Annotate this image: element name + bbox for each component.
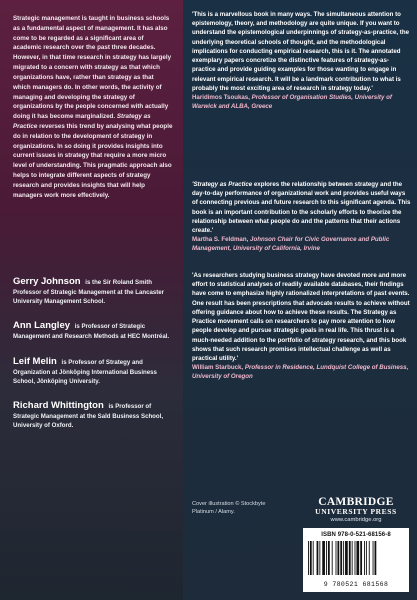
author-bio: is Professor of Strategic Management at the Saïd Business School, University of Oxford. bbox=[13, 403, 164, 430]
author-bio: is Professor of Strategic Management and Research Methods at HEC Montréal. bbox=[13, 323, 170, 341]
quote-attribution bbox=[192, 236, 411, 253]
quote-text: 'This is a marvellous book in many ways. The simultaneous attention to epistemology, theory, and methodology are quite unique. If you want to understand the epistemological underpinnings of strategy-as-practice, the underlying theoretical schools of thought, and the methodological implications for conducting empirical research, this is it. The annotated exemplary papers concretize the distinctive features of strategy-as-practice and provide guiding examples for those wanting to engage in relevant empirical research. It will be a landmark contribution to what is probably the most exciting area of research in strategy today.' bbox=[192, 11, 410, 92]
barcode bbox=[303, 528, 409, 592]
barcode-stripe bbox=[369, 541, 370, 575]
barcode-stripe bbox=[326, 541, 327, 575]
quote-book-title: 'Strategy as Practice bbox=[192, 181, 253, 188]
author-entry bbox=[13, 319, 178, 342]
quote-body: explores the relationship between strategy and the day-to-day performance of organizational work and provides useful ways of connecting previous and future research to this significant agenda. This book is an important contribution to the scholarly efforts to theorize the relationship between what people do and the patterns that their actions create.' bbox=[192, 181, 411, 235]
barcode-bars bbox=[307, 541, 405, 575]
cover-credit: Cover illustration © Stockbyte Platinum / Alamy. bbox=[192, 501, 266, 516]
publisher-subname: UNIVERSITY PRESS bbox=[315, 507, 397, 516]
barcode-stripe bbox=[352, 541, 353, 575]
right-panel bbox=[183, 0, 417, 600]
author-entry bbox=[13, 275, 178, 306]
barcode-stripe bbox=[313, 541, 314, 575]
author-name: Ann Langley bbox=[13, 320, 71, 332]
attribution-role: Professor of Organisation Studies, University of Warwick and ALBA, Greece bbox=[192, 94, 392, 110]
barcode-stripe bbox=[345, 541, 348, 575]
barcode-stripe bbox=[322, 541, 325, 575]
isbn-label: ISBN 978-0-521-68156-8 bbox=[321, 532, 391, 538]
publisher-logo bbox=[306, 496, 406, 523]
author-name: Richard Whittington bbox=[13, 400, 104, 412]
attribution-name: Martha S. Feldman, bbox=[192, 236, 249, 244]
barcode-stripe bbox=[319, 541, 320, 575]
blurb-part-2: reverses this trend by analysing what people do in relation to the development of strategy in organizations. In so doing it provides insights into current issues in strategy that require a more micro level of understanding. This pragmatic approach also helps to integrate different aspects of strategy research and provides insights that will help managers work more effectively. bbox=[13, 122, 173, 199]
attribution-role: Johnson Chair for Civic Governance and Public Management, University of California, Irvine bbox=[192, 236, 390, 253]
barcode-stripe bbox=[340, 541, 342, 575]
barcode-stripe bbox=[356, 541, 359, 575]
quote-attribution bbox=[192, 94, 411, 111]
barcode-stripe bbox=[337, 541, 339, 575]
attribution-name: Haridimos Tsoukas, bbox=[192, 94, 250, 102]
barcode-stripe bbox=[310, 541, 312, 575]
barcode-stripe bbox=[317, 541, 319, 575]
barcode-stripe bbox=[364, 541, 365, 575]
barcode-stripe bbox=[328, 541, 330, 575]
author-name: Leif Melin bbox=[13, 356, 57, 368]
quote-attribution bbox=[192, 364, 411, 381]
quote-text: 'As researchers studying business strategy have devoted more and more effort to statistical analyses of readily available databases, their findings have come to emphasize highly rationalized interpretations of past events. One result has been prescriptions that advocate results to achieve without offering guidance about how to achieve these results. The Strategy as Practice movement calls on researchers to pay more attention to how people develop and pursue strategic goals in real life. This thrust is a much-needed addition to the portfolio of strategy research, and this book shows that such research promises intellectual challenge as well as practical utility.' bbox=[192, 272, 410, 363]
barcode-stripe bbox=[366, 541, 367, 575]
barcode-stripe bbox=[349, 541, 351, 575]
barcode-stripe bbox=[308, 541, 309, 575]
barcode-stripe bbox=[332, 541, 333, 575]
author-bio: is Professor of Strategy and Organization at Jönköping International Business School, Jönköping University. bbox=[13, 359, 157, 385]
author-name: Gerry Johnson bbox=[13, 276, 81, 287]
author-list bbox=[13, 275, 178, 444]
blurb-part-1: Strategic management is taught in business schools as a fundamental aspect of management. It has also come to be regarded as a significant area of academic research over the past three decades. However, in that time research in strategy has largely migrated to a concern with strategy as that which organizations have, rather than strategy as that which managers do. In other words, the activity of managing and developing the strategy of organizations by the people concerned with actually doing it has become marginalized. bbox=[13, 15, 172, 121]
barcode-stripe bbox=[343, 541, 344, 575]
publisher-name: CAMBRIDGE bbox=[318, 496, 394, 508]
barcode-stripe bbox=[373, 541, 374, 575]
barcode-stripe bbox=[375, 541, 377, 575]
review-quote-feldman bbox=[192, 180, 411, 254]
book-blurb bbox=[13, 14, 173, 200]
barcode-stripe bbox=[360, 541, 362, 575]
barcode-stripe bbox=[336, 541, 337, 575]
barcode-digits: 9 780521 681568 bbox=[323, 581, 389, 588]
quote-text bbox=[192, 180, 411, 235]
review-quote-starbuck bbox=[192, 271, 411, 382]
blurb-book-title: Strategy as Practice bbox=[13, 113, 151, 130]
author-bio: is the Sir Roland Smith Professor of Strategic Management at the Lancaster University Management School. bbox=[13, 279, 165, 305]
publisher-url: www.cambridge.org bbox=[330, 517, 382, 523]
attribution-role: Professor in Residence, Lundquist College of Business, University of Oregon bbox=[192, 364, 409, 381]
barcode-stripe bbox=[355, 541, 356, 575]
attribution-name: William Starbuck, bbox=[192, 364, 244, 372]
author-entry bbox=[13, 399, 178, 430]
author-entry bbox=[13, 355, 178, 386]
review-quote-tsoukas bbox=[192, 10, 411, 112]
